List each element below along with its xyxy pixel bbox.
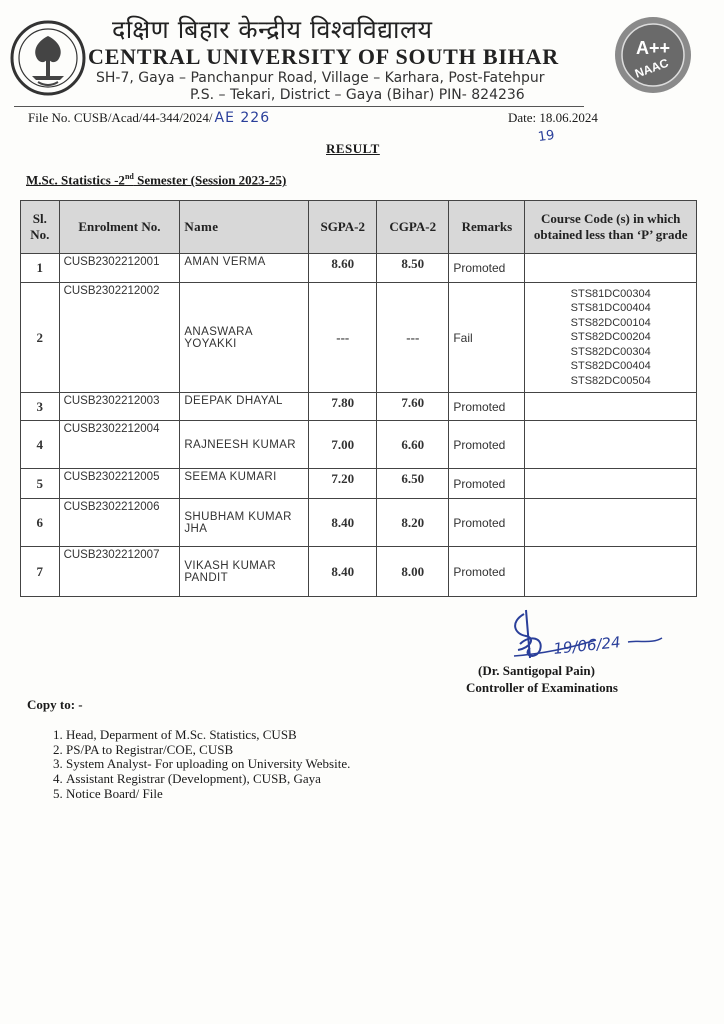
cell-course-codes [525, 469, 697, 499]
file-number-handwritten: AE 226 [214, 110, 271, 126]
cell-enrolment: CUSB2302212001 [59, 254, 180, 283]
header-enrolment: Enrolment No. [59, 201, 180, 254]
cell-sgpa: 7.80 [309, 393, 377, 421]
cell-name: SHUBHAM KUMAR JHA [180, 499, 309, 547]
cell-sl: 6 [21, 499, 60, 547]
header-course-codes: Course Code (s) in which obtained less than ‘P’ grade [525, 201, 697, 254]
cell-course-codes [525, 393, 697, 421]
cell-sgpa: 7.20 [309, 469, 377, 499]
header-cgpa: CGPA-2 [377, 201, 449, 254]
naac-seal [612, 14, 694, 96]
university-english-name: CENTRAL UNIVERSITY OF SOUTH BIHAR [88, 44, 559, 69]
list-item: 3. System Analyst- For uploading on University Website. [66, 757, 350, 772]
table-row [21, 499, 697, 547]
course-title-sup: nd [124, 172, 134, 181]
header-divider [14, 106, 584, 107]
table-row [21, 421, 697, 469]
cell-cgpa: 8.00 [377, 547, 449, 597]
list-item: 2. PS/PA to Registrar/COE, CUSB [66, 743, 350, 758]
cell-sl: 3 [21, 393, 60, 421]
cell-enrolment: CUSB2302212006 [59, 499, 180, 547]
header-sgpa: SGPA-2 [309, 201, 377, 254]
cell-remarks: Promoted [449, 547, 525, 597]
cell-enrolment: CUSB2302212005 [59, 469, 180, 499]
cell-name: DEEPAK DHAYAL [180, 393, 309, 421]
list-item: 4. Assistant Registrar (Development), CUSB, Gaya [66, 772, 350, 787]
cell-cgpa: 8.20 [377, 499, 449, 547]
table-row [21, 469, 697, 499]
table-header-row [21, 201, 697, 254]
cell-sl: 1 [21, 254, 60, 283]
cell-sl: 7 [21, 547, 60, 597]
cell-cgpa: --- [377, 283, 449, 393]
cell-course-codes: STS81DC00304 STS81DC00404 STS82DC00104 STS82DC00204 STS82DC00304 STS82DC00404 STS82DC00504 [525, 283, 697, 393]
cell-name: VIKASH KUMAR PANDIT [180, 547, 309, 597]
cell-course-codes [525, 499, 697, 547]
header-name: Name [180, 201, 309, 254]
cell-sgpa: 8.60 [309, 254, 377, 283]
document-title: RESULT [326, 141, 380, 156]
cell-course-codes [525, 254, 697, 283]
file-number [28, 110, 270, 126]
cell-enrolment: CUSB2302212002 [59, 283, 180, 393]
cell-cgpa: 6.60 [377, 421, 449, 469]
list-item: 1. Head, Deparment of M.Sc. Statistics, CUSB [66, 728, 350, 743]
table-row [21, 393, 697, 421]
list-item: 5. Notice Board/ File [66, 787, 350, 802]
cell-sgpa: 8.40 [309, 499, 377, 547]
cell-sgpa: 7.00 [309, 421, 377, 469]
cell-remarks: Promoted [449, 421, 525, 469]
cell-enrolment: CUSB2302212003 [59, 393, 180, 421]
signature-date: 19/06/24 [552, 633, 622, 658]
table-row [21, 547, 697, 597]
cell-sl: 4 [21, 421, 60, 469]
cell-sgpa: --- [309, 283, 377, 393]
cell-sgpa: 8.40 [309, 547, 377, 597]
naac-grade: A++ [635, 38, 671, 58]
cell-cgpa: 6.50 [377, 469, 449, 499]
cell-remarks: Promoted [449, 393, 525, 421]
cell-name: AMAN VERMA [180, 254, 309, 283]
issue-date: Date: 18.06.2024 [508, 110, 598, 125]
copy-to-label: Copy to: - [27, 697, 83, 712]
cell-cgpa: 8.50 [377, 254, 449, 283]
course-title-prefix: M.Sc. Statistics -2 [26, 172, 125, 188]
table-row [21, 254, 697, 283]
date-handwritten-note: 19 [537, 127, 556, 146]
university-hindi-name: दक्षिण बिहार केन्द्रीय विश्वविद्यालय [112, 15, 433, 44]
cell-enrolment: CUSB2302212004 [59, 421, 180, 469]
cell-cgpa: 7.60 [377, 393, 449, 421]
cell-name: ANASWARA YOYAKKI [180, 283, 309, 393]
cell-name: SEEMA KUMARI [180, 469, 309, 499]
cell-remarks: Fail [449, 283, 525, 393]
cell-sl: 2 [21, 283, 60, 393]
address-line-2: P.S. – Tekari, District – Gaya (Bihar) PIN- 824236 [190, 87, 525, 103]
signatory-name: (Dr. Santigopal Pain) [478, 663, 595, 678]
course-title-suffix: Semester (Session 2023-25) [133, 172, 287, 188]
table-row [21, 283, 697, 393]
header-remarks: Remarks [449, 201, 525, 254]
university-logo [8, 18, 88, 98]
cell-remarks: Promoted [449, 469, 525, 499]
copy-to-list [46, 728, 350, 802]
cell-name: RAJNEESH KUMAR [180, 421, 309, 469]
header-sl-no: Sl. No. [21, 201, 60, 254]
file-number-printed: File No. CUSB/Acad/44-344/2024/ [28, 110, 213, 125]
cell-remarks: Promoted [449, 499, 525, 547]
result-table [20, 200, 697, 597]
cell-course-codes [525, 547, 697, 597]
course-title [26, 172, 286, 188]
address-line-1: SH-7, Gaya – Panchanpur Road, Village – Karhara, Post-Fatehpur [96, 70, 545, 86]
cell-enrolment: CUSB2302212007 [59, 547, 180, 597]
cell-sl: 5 [21, 469, 60, 499]
signatory-title: Controller of Examinations [466, 680, 618, 695]
cell-course-codes [525, 421, 697, 469]
naac-label: NAAC [632, 55, 671, 81]
cell-remarks: Promoted [449, 254, 525, 283]
